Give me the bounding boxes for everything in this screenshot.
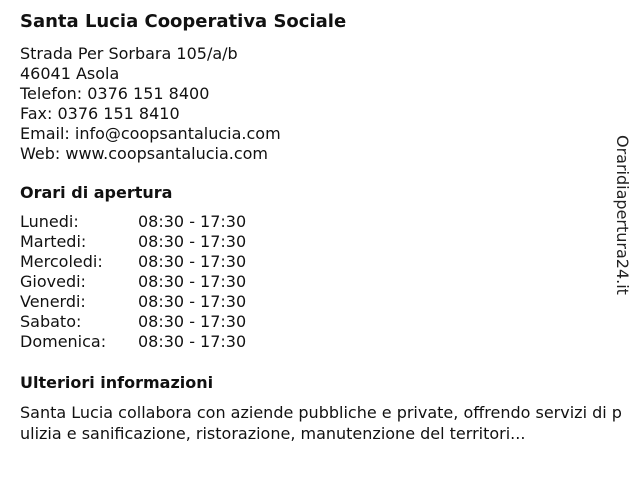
hours-row <box>20 312 620 332</box>
time-range: 08:30 - 17:30 <box>138 312 247 331</box>
hours-row <box>20 232 620 252</box>
opening-hours-table <box>20 212 620 352</box>
contact-block <box>20 44 620 164</box>
phone-number: Telefon: 0376 151 8400 <box>20 84 210 103</box>
day-label: Martedi: <box>20 232 87 251</box>
hours-row <box>20 252 620 272</box>
day-label: Domenica: <box>20 332 107 351</box>
fax-number: Fax: 0376 151 8410 <box>20 104 180 123</box>
business-card <box>20 10 620 444</box>
time-range: 08:30 - 17:30 <box>138 232 247 251</box>
day-label: Lunedi: <box>20 212 79 231</box>
more-info-heading: Ulteriori informazioni <box>20 373 214 392</box>
time-range: 08:30 - 17:30 <box>138 272 247 291</box>
address-street: Strada Per Sorbara 105/a/b <box>20 44 238 63</box>
day-label: Venerdi: <box>20 292 86 311</box>
email-address: Email: info@coopsantalucia.com <box>20 124 281 143</box>
time-range: 08:30 - 17:30 <box>138 292 247 311</box>
site-watermark <box>608 135 632 307</box>
website: Web: www.coopsantalucia.com <box>20 144 269 163</box>
day-label: Giovedi: <box>20 272 86 291</box>
hours-row <box>20 292 620 312</box>
address-city: 46041 Asola <box>20 64 120 83</box>
hours-row <box>20 272 620 292</box>
time-range: 08:30 - 17:30 <box>138 332 247 351</box>
business-name: Santa Lucia Cooperativa Sociale <box>20 11 347 32</box>
hours-row <box>20 332 620 352</box>
more-info-text: Santa Lucia collabora con aziende pubbliche e private, offrendo servizi di pulizia e sanificazione, ristorazione, manutenzione del territori... <box>20 403 622 443</box>
hours-row <box>20 212 620 232</box>
day-label: Mercoledi: <box>20 252 103 271</box>
time-range: 08:30 - 17:30 <box>138 212 247 231</box>
time-range: 08:30 - 17:30 <box>138 252 247 271</box>
site-watermark-text: Oraridiapertura24.it <box>613 135 632 295</box>
opening-hours-heading: Orari di apertura <box>20 183 173 202</box>
day-label: Sabato: <box>20 312 82 331</box>
